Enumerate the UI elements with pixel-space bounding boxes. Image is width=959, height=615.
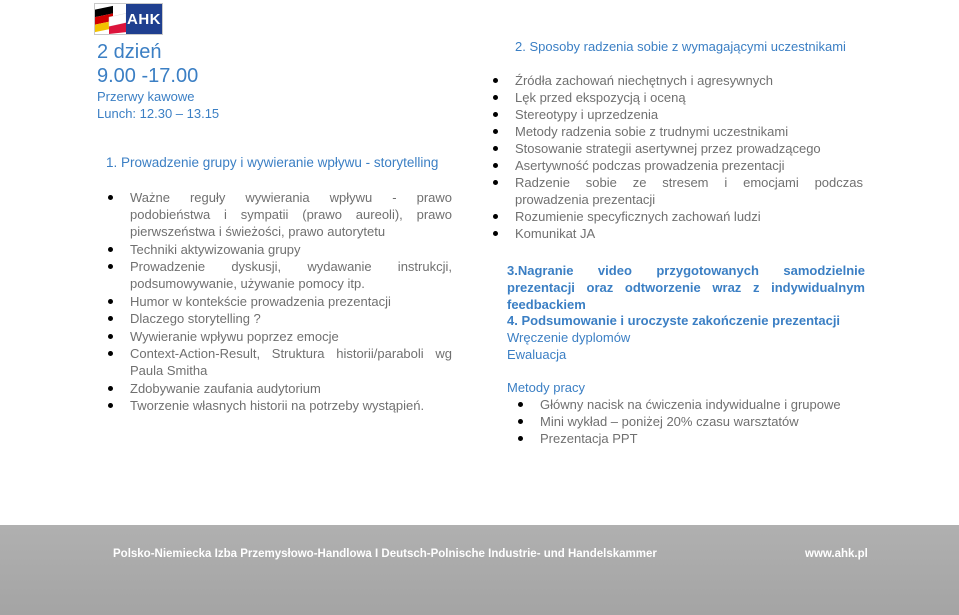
list-item: Techniki aktywizowania grupy (130, 241, 452, 258)
methods-list (540, 396, 860, 447)
list-item: Mini wykład – poniżej 20% czasu warsztatów (540, 413, 860, 430)
list-item: Humor w kontekście prowadzenia prezentacji (130, 293, 452, 310)
section4-line-diplomas: Wręczenie dyplomów (507, 330, 631, 345)
day-hours: 9.00 -17.00 (97, 65, 199, 87)
section4 (507, 312, 865, 363)
ahk-logo (94, 3, 163, 35)
list-item: Prowadzenie dyskusji, wydawanie instrukcji, podsumowywanie, używanie pomocy itp. (130, 259, 452, 291)
section1-list (130, 189, 452, 415)
section4-line-evaluation: Ewaluacja (507, 347, 567, 362)
day-title: 2 dzień (97, 41, 162, 63)
list-item: Metody radzenia sobie z trudnymi uczestnikami (515, 123, 863, 140)
list-item: Stereotypy i uprzedzenia (515, 106, 863, 123)
list-item: Prezentacja PPT (540, 430, 860, 447)
list-item: Źródła zachowań niechętnych i agresywnych (515, 72, 863, 89)
lunch-text: Lunch: 12.30 – 13.15 (97, 106, 220, 121)
list-item: Rozumienie specyficznych zachowań ludzi (515, 208, 863, 225)
section3-heading: 3.Nagranie video przygotowanych samodzielnie prezentacji oraz odtworzenie wraz z indywidualnym feedbackiem (507, 263, 865, 312)
footer-background (0, 525, 959, 615)
logo-text: AHK (126, 4, 162, 34)
list-item: Stosowanie strategii asertywnej przez prowadzącego (515, 140, 863, 157)
flags-icon (95, 4, 126, 34)
list-item: Tworzenie własnych historii na potrzeby wystąpień. (130, 397, 452, 414)
list-item: Zdobywanie zaufania audytorium (130, 380, 452, 397)
list-item: Dlaczego storytelling ? (130, 310, 452, 327)
footer-url[interactable]: www.ahk.pl (805, 548, 868, 560)
section1-heading: 1. Prowadzenie grupy i wywieranie wpływu - storytelling (106, 155, 439, 170)
list-item: Radzenie sobie ze stresem i emocjami podczas prowadzenia prezentacji (515, 175, 863, 207)
footer (0, 525, 959, 615)
breaks-text: Przerwy kawowe (97, 89, 195, 104)
day-info (97, 40, 457, 122)
list-item: Lęk przed ekspozycją i oceną (515, 89, 863, 106)
list-item: Komunikat JA (515, 225, 863, 242)
footer-chamber-name: Polsko-Niemiecka Izba Przemysłowo-Handlowa I Deutsch-Polnische Industrie- und Handelskammer (113, 548, 657, 560)
section4-heading: 4. Podsumowanie i uroczyste zakończenie prezentacji (507, 313, 841, 328)
list-item: Ważne reguły wywierania wpływu - prawo podobieństwa i sympatii (prawo aureoli), prawo pierwszeństwa i świeżości, prawo autorytetu (130, 190, 452, 239)
section2-list (515, 72, 863, 242)
list-item: Główny nacisk na ćwiczenia indywidualne i grupowe (540, 396, 860, 413)
list-item: Wywieranie wpływu poprzez emocje (130, 328, 452, 345)
list-item: Asertywność podczas prowadzenia prezentacji (515, 157, 863, 174)
list-item: Context-Action-Result, Struktura historii/paraboli wg Paula Smitha (130, 346, 452, 378)
section2-heading: 2. Sposoby radzenia sobie z wymagającymi uczestnikami (515, 39, 846, 54)
methods-heading: Metody pracy (507, 380, 586, 395)
